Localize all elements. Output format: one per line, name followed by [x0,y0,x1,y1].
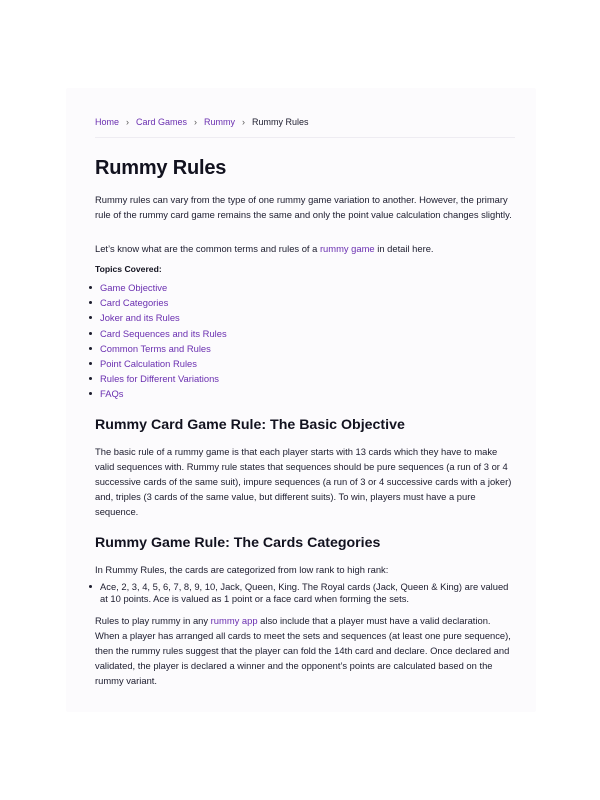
list-item [95,311,227,326]
list-item [95,357,227,372]
topic-link-joker-rules[interactable]: Joker and its Rules [100,312,180,324]
chevron-right-icon: › [194,117,198,127]
section-heading-basic-objective: Rummy Card Game Rule: The Basic Objective [95,417,405,433]
topic-link-game-objective[interactable]: Game Objective [100,282,168,293]
intro-text: Let’s know what are the common terms and rules of a [95,243,320,254]
topics-list [95,281,227,403]
intro-paragraph-2 [95,241,515,256]
breadcrumb-rummy-link[interactable]: Rummy [204,117,236,127]
intro-paragraph: Rummy rules can vary from the type of one rummy game variation to another. However, the primary rule of the rummy card game remains the same and only the point value calculation changes slightly. [95,194,512,220]
list-item [95,281,227,296]
chevron-right-icon: › [126,117,130,127]
page-title: Rummy Rules [95,157,227,179]
declaration-text: also include that a player must have a valid declaration. When a player has arranged all cards to meet the sets and sequences (at least one pure sequence), then the rummy rules suggest that the player can fold the 14th card and declare. Once declared and validated, the player is declared a winner and the opponent’s points are calculated based on the rummy variant. [95,615,511,686]
topic-link-point-calculation[interactable]: Point Calculation Rules [100,357,197,369]
topic-link-variations[interactable]: Rules for Different Variations [100,373,219,385]
topics-heading: Topics Covered: [95,264,162,274]
declaration-paragraph [95,613,515,688]
declaration-text: Rules to play rummy in any [95,615,211,626]
breadcrumb-divider [95,137,515,138]
topic-link-card-categories[interactable]: Card Categories [100,297,169,309]
chevron-right-icon: › [242,117,246,127]
topic-link-card-sequences[interactable]: Card Sequences and its Rules [100,327,227,339]
rummy-app-link[interactable]: rummy app [210,615,258,626]
breadcrumb-current: Rummy Rules [252,117,309,127]
topic-link-faqs[interactable]: FAQs [100,388,124,400]
list-item [95,327,227,342]
rummy-game-link[interactable]: rummy game [319,243,375,254]
intro-text: in detail here. [374,243,434,254]
breadcrumb [95,116,309,128]
card-ranks-list [95,581,515,605]
list-item: Ace, 2, 3, 4, 5, 6, 7, 8, 9, 10, Jack, Queen, King. The Royal cards (Jack, Queen & King) are valued at 10 points. Ace is valued as 1 point or a face card when forming the sets. [95,581,515,605]
list-item [95,342,227,357]
categories-intro: In Rummy Rules, the cards are categorized from low rank to high rank: [95,564,389,575]
objective-paragraph: The basic rule of a rummy game is that each player starts with 13 cards which they have to make valid sequences with. Rummy rule states that sequences should be pure sequences (a run of 3 or 4 successive cards of the same suit), impure sequences (a run of 3 or 4 successive cards with a joker) and, triples (3 cards of the same value, but different suits). To win, players must have a pure sequence. [95,446,512,517]
section-heading-card-categories: Rummy Game Rule: The Cards Categories [95,535,381,551]
list-item [95,296,227,311]
breadcrumb-card-games-link[interactable]: Card Games [136,117,188,127]
list-item [95,372,227,387]
list-item [95,387,227,402]
topic-link-common-terms[interactable]: Common Terms and Rules [100,342,211,354]
breadcrumb-home-link[interactable]: Home [95,117,120,127]
